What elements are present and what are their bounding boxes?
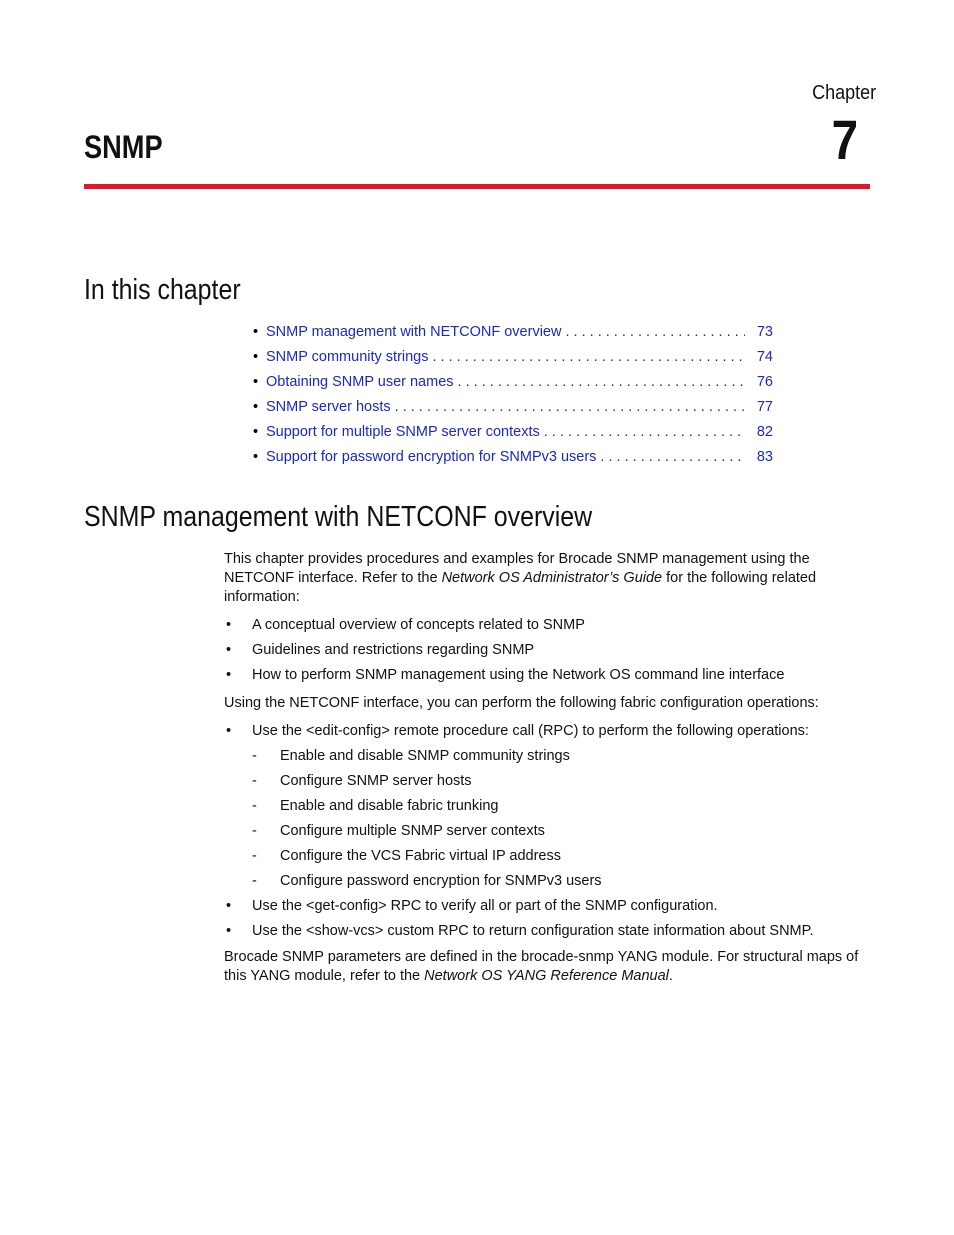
chapter-divider: [84, 184, 870, 189]
dash: -: [252, 748, 257, 764]
closing-text: Brocade SNMP parameters are defined in the brocade-snmp YANG module. For structural maps of this YANG module, refer to the: [224, 949, 859, 984]
toc-leader: [565, 322, 745, 342]
sublist-item: [224, 744, 874, 769]
toc-link[interactable]: Support for password encryption for SNMPv3 users: [266, 449, 597, 465]
intro-text: This chapter provides procedures and examples for Brocade SNMP management using the NETCONF interface. Refer to the: [224, 551, 810, 586]
chapter-number: 7: [831, 108, 858, 171]
operations-list: [224, 719, 874, 744]
sublist-item-text: Configure SNMP server hosts: [280, 773, 472, 789]
sublist-item-text: Configure the VCS Fabric virtual IP address: [280, 848, 562, 864]
sublist-item-text: Enable and disable fabric trunking: [280, 798, 499, 814]
closing-text-end: .: [668, 968, 673, 984]
toc-leader: [600, 447, 745, 467]
edit-config-sublist: [224, 744, 874, 894]
toc-page[interactable]: 83: [756, 449, 773, 465]
closing-paragraph: [224, 948, 874, 986]
list-item: [224, 919, 874, 944]
toc-item[interactable]: [253, 397, 773, 422]
sublist-item: [224, 844, 874, 869]
list-item: [224, 719, 874, 744]
dash: -: [252, 873, 257, 889]
toc-bullet: •: [253, 399, 259, 415]
intro-paragraph: [224, 550, 874, 607]
toc-link[interactable]: Obtaining SNMP user names: [266, 374, 454, 390]
dash: -: [252, 798, 257, 814]
dash: -: [252, 823, 257, 839]
toc-link[interactable]: Support for multiple SNMP server contexts: [266, 424, 540, 440]
toc-bullet: •: [253, 424, 259, 440]
toc-leader: [433, 347, 746, 367]
toc-item[interactable]: [253, 422, 773, 447]
bullet: •: [226, 617, 232, 633]
toc-leader: [544, 422, 745, 442]
toc-list: [253, 322, 773, 472]
toc-bullet: •: [253, 324, 259, 340]
section-body: [224, 550, 874, 986]
related-info-list: [224, 613, 874, 688]
toc-page[interactable]: 73: [756, 324, 773, 340]
operations-paragraph: Using the NETCONF interface, you can perform the following fabric configuration operations:: [224, 695, 819, 711]
list-item-text: Guidelines and restrictions regarding SNMP: [252, 642, 535, 658]
sublist-item-text: Enable and disable SNMP community strings: [280, 748, 570, 764]
toc-page[interactable]: 76: [756, 374, 773, 390]
toc-item[interactable]: [253, 372, 773, 397]
toc-leader: [458, 372, 745, 392]
sublist-item: [224, 819, 874, 844]
rpc-list: [224, 894, 874, 944]
dash: -: [252, 848, 257, 864]
chapter-label: Chapter: [811, 82, 876, 104]
closing-book-title: Network OS YANG Reference Manual: [424, 968, 669, 984]
toc-page[interactable]: 82: [756, 424, 773, 440]
sublist-item: [224, 794, 874, 819]
section-heading: SNMP management with NETCONF overview: [84, 501, 593, 533]
toc-item[interactable]: [253, 447, 773, 472]
toc-bullet: •: [253, 449, 259, 465]
bullet: •: [226, 723, 232, 739]
intro-book-title: Network OS Administrator’s Guide: [441, 570, 663, 586]
sublist-item: [224, 869, 874, 894]
toc-page[interactable]: 77: [756, 399, 773, 415]
toc-bullet: •: [253, 374, 259, 390]
toc-item[interactable]: [253, 347, 773, 372]
toc-link[interactable]: SNMP server hosts: [266, 399, 391, 415]
toc-page[interactable]: 74: [756, 349, 773, 365]
bullet: •: [226, 667, 232, 683]
list-item-text: Use the <show-vcs> custom RPC to return configuration state information about SNMP.: [252, 923, 814, 939]
bullet: •: [226, 642, 232, 658]
sublist-item-text: Configure multiple SNMP server contexts: [280, 823, 545, 839]
list-item: [224, 613, 874, 638]
toc-bullet: •: [253, 349, 259, 365]
sublist-item-text: Configure password encryption for SNMPv3 users: [280, 873, 602, 889]
chapter-title: SNMP: [84, 129, 163, 165]
toc-item[interactable]: [253, 322, 773, 347]
list-item-text: Use the <edit-config> remote procedure call (RPC) to perform the following operations:: [252, 723, 809, 739]
toc-link[interactable]: SNMP management with NETCONF overview: [266, 324, 562, 340]
list-item-text: A conceptual overview of concepts related to SNMP: [252, 617, 585, 633]
sublist-item: [224, 769, 874, 794]
list-item-text: How to perform SNMP management using the Network OS command line interface: [252, 667, 785, 683]
list-item: [224, 638, 874, 663]
dash: -: [252, 773, 257, 789]
toc-leader: [395, 397, 745, 417]
list-item: [224, 894, 874, 919]
intro-text-end: for the following related information:: [224, 570, 817, 605]
bullet: •: [226, 923, 232, 939]
toc-heading: In this chapter: [84, 274, 241, 306]
toc-link[interactable]: SNMP community strings: [266, 349, 429, 365]
list-item: [224, 663, 874, 688]
bullet: •: [226, 898, 232, 914]
list-item-text: Use the <get-config> RPC to verify all or part of the SNMP configuration.: [252, 898, 718, 914]
